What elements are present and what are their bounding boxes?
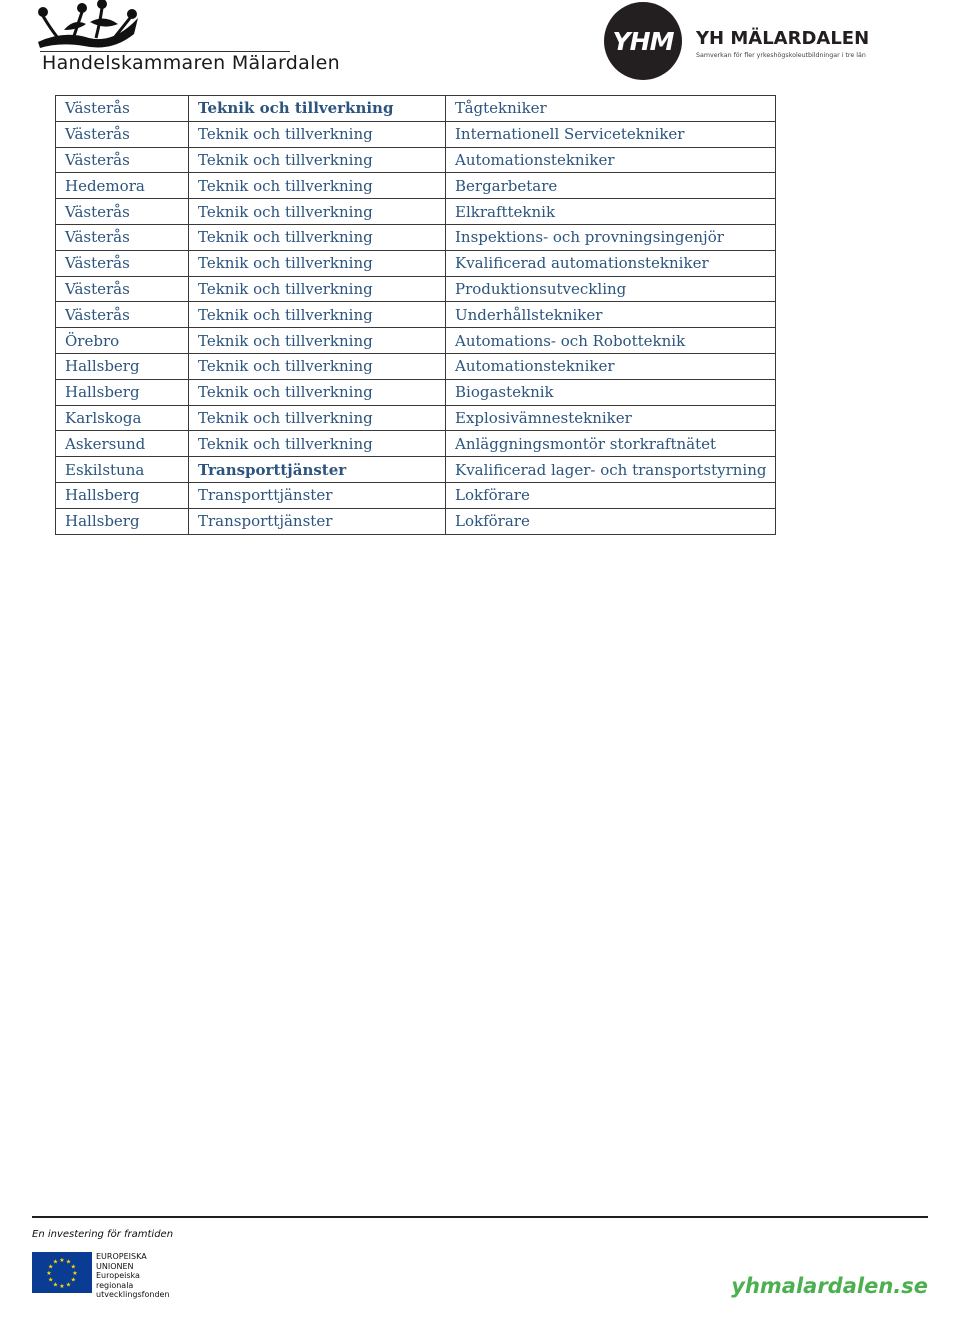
table-row	[56, 482, 776, 508]
city-cell: Hallsberg	[56, 482, 189, 508]
eu-line: utvecklingsfonden	[96, 1290, 170, 1299]
eu-line: regionala	[96, 1280, 134, 1290]
area-cell: Transporttjänster	[189, 457, 446, 483]
eu-star-icon: ★	[70, 1276, 76, 1284]
program-cell: Bergarbetare	[446, 173, 776, 199]
table-row	[56, 405, 776, 431]
area-cell: Teknik och tillverkning	[189, 431, 446, 457]
city-cell: Västerås	[56, 302, 189, 328]
program-cell: Kvalificerad lager- och transportstyrning	[446, 457, 776, 483]
table-row	[56, 96, 776, 122]
program-cell: Automations- och Robotteknik	[446, 328, 776, 354]
table-row	[56, 199, 776, 225]
area-cell: Teknik och tillverkning	[189, 199, 446, 225]
table-row	[56, 121, 776, 147]
program-cell: Automationstekniker	[446, 147, 776, 173]
area-cell: Teknik och tillverkning	[189, 405, 446, 431]
city-cell: Västerås	[56, 199, 189, 225]
city-cell: Hedemora	[56, 173, 189, 199]
yh-malardalen-logo	[604, 2, 870, 82]
city-cell: Västerås	[56, 224, 189, 250]
eu-star-icon: ★	[52, 1281, 59, 1289]
table-row	[56, 431, 776, 457]
handelskammaren-name: Handelskammaren Mälardalen	[42, 52, 340, 74]
area-cell: Teknik och tillverkning	[189, 250, 446, 276]
program-cell: Kvalificerad automationstekniker	[446, 250, 776, 276]
eu-star-icon: ★	[70, 1263, 76, 1271]
city-cell: Eskilstuna	[56, 457, 189, 483]
area-cell: Teknik och tillverkning	[189, 147, 446, 173]
yhm-logo-subtitle: Samverkan för fler yrkeshögskoleutbildningar i tre län	[696, 52, 866, 59]
program-cell: Automationstekniker	[446, 353, 776, 379]
city-cell: Västerås	[56, 121, 189, 147]
program-cell: Lokförare	[446, 508, 776, 534]
crown-icon	[34, 0, 144, 52]
city-cell: Västerås	[56, 276, 189, 302]
table-row	[56, 173, 776, 199]
table-row	[56, 508, 776, 534]
course-table	[55, 95, 776, 535]
table-row	[56, 147, 776, 173]
area-cell: Teknik och tillverkning	[189, 353, 446, 379]
area-cell: Transporttjänster	[189, 508, 446, 534]
table-row	[56, 379, 776, 405]
program-cell: Underhållstekniker	[446, 302, 776, 328]
city-cell: Örebro	[56, 328, 189, 354]
area-cell: Teknik och tillverkning	[189, 379, 446, 405]
eu-star-icon: ★	[48, 1276, 54, 1284]
area-cell: Teknik och tillverkning	[189, 96, 446, 122]
program-cell: Lokförare	[446, 482, 776, 508]
area-cell: Teknik och tillverkning	[189, 276, 446, 302]
eu-star-icon: ★	[46, 1270, 52, 1277]
handelskammaren-logo	[34, 0, 340, 84]
table-row	[56, 276, 776, 302]
eu-star-icon: ★	[59, 1257, 65, 1264]
eu-star-icon: ★	[72, 1270, 78, 1277]
city-cell: Karlskoga	[56, 405, 189, 431]
investment-tagline: En investering för framtiden	[32, 1229, 174, 1240]
city-cell: Hallsberg	[56, 379, 189, 405]
eu-star-icon: ★	[65, 1258, 72, 1266]
program-cell: Elkraftteknik	[446, 199, 776, 225]
eu-flag-icon	[32, 1252, 92, 1293]
table-row	[56, 250, 776, 276]
city-cell: Hallsberg	[56, 353, 189, 379]
eu-star-icon: ★	[52, 1258, 59, 1266]
eu-fund-label	[96, 1252, 170, 1300]
city-cell: Askersund	[56, 431, 189, 457]
table-row	[56, 224, 776, 250]
table-row	[56, 302, 776, 328]
footer-divider	[32, 1216, 928, 1218]
table-row	[56, 353, 776, 379]
eu-line: UNIONEN	[96, 1261, 134, 1271]
city-cell: Västerås	[56, 250, 189, 276]
eu-star-icon: ★	[59, 1283, 65, 1290]
city-cell: Hallsberg	[56, 508, 189, 534]
area-cell: Transporttjänster	[189, 482, 446, 508]
area-cell: Teknik och tillverkning	[189, 173, 446, 199]
program-cell: Biogasteknik	[446, 379, 776, 405]
area-cell: Teknik och tillverkning	[189, 121, 446, 147]
eu-star-icon: ★	[65, 1281, 72, 1289]
city-cell: Västerås	[56, 147, 189, 173]
eu-line: EUROPEISKA	[96, 1252, 147, 1261]
table-row	[56, 328, 776, 354]
eu-line: Europeiska	[96, 1271, 140, 1280]
program-cell: Inspektions- och provningsingenjör	[446, 224, 776, 250]
website-link[interactable]: yhmalardalen.se	[731, 1274, 928, 1298]
eu-star-icon: ★	[48, 1263, 54, 1271]
area-cell: Teknik och tillverkning	[189, 302, 446, 328]
city-cell: Västerås	[56, 96, 189, 122]
program-cell: Anläggningsmontör storkraftnätet	[446, 431, 776, 457]
area-cell: Teknik och tillverkning	[189, 224, 446, 250]
table-row	[56, 457, 776, 483]
program-cell: Tågtekniker	[446, 96, 776, 122]
program-cell: Explosivämnestekniker	[446, 405, 776, 431]
program-cell: Produktionsutveckling	[446, 276, 776, 302]
area-cell: Teknik och tillverkning	[189, 328, 446, 354]
yhm-logo-title: YH MÄLARDALEN	[696, 28, 870, 49]
yhm-logo-mark: YHM	[604, 2, 682, 80]
program-cell: Internationell Servicetekniker	[446, 121, 776, 147]
